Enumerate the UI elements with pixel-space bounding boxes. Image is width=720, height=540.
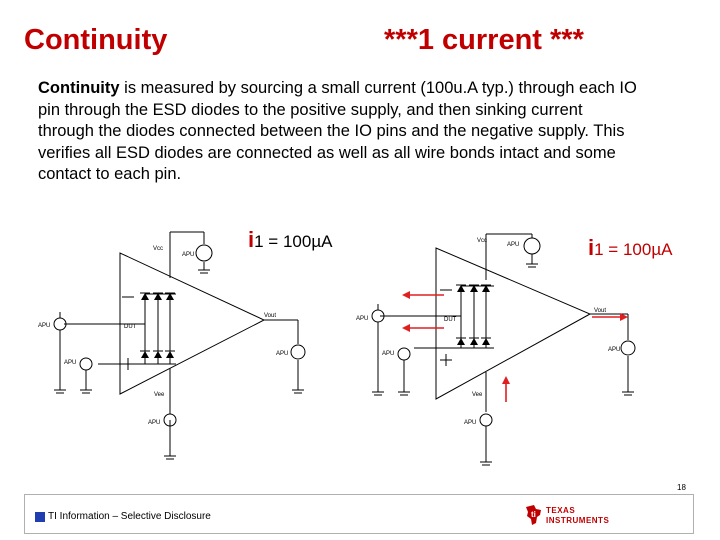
left-apu-in2-symbol bbox=[80, 358, 92, 370]
disclosure-square-icon bbox=[35, 512, 45, 522]
right-vout-label: Vout bbox=[594, 308, 607, 314]
left-schematic bbox=[36, 218, 336, 474]
right-vcc-label: Vcc bbox=[477, 238, 488, 244]
left-apu-bottom-label: APU bbox=[148, 420, 161, 426]
right-dut-label: DUT bbox=[444, 317, 457, 323]
slide-title: Continuity bbox=[24, 24, 168, 56]
left-current-value: 1 = 100µA bbox=[254, 232, 333, 251]
right-apu-in2-label: APU bbox=[382, 351, 395, 357]
right-apu-bottom-label: APU bbox=[464, 420, 477, 426]
right-current-value: 1 = 100µA bbox=[594, 240, 673, 259]
right-current-symbol: i bbox=[588, 235, 595, 260]
ti-logo-line1: TEXAS bbox=[546, 506, 576, 515]
right-apu-in1-label: APU bbox=[356, 316, 369, 322]
left-apu-top-symbol bbox=[196, 245, 212, 261]
ti-logo-line2: INSTRUMENTS bbox=[546, 516, 610, 525]
right-schematic bbox=[352, 224, 652, 474]
left-apu-out-symbol bbox=[291, 345, 305, 359]
right-apu-out-label: APU bbox=[608, 347, 621, 353]
ti-logo-icon bbox=[524, 504, 544, 526]
right-apu-top-symbol bbox=[524, 238, 540, 254]
slide-subtitle: ***1 current *** bbox=[384, 24, 584, 56]
right-opamp-body bbox=[436, 248, 590, 399]
left-apu-out-label: APU bbox=[276, 351, 289, 357]
left-vout-label: Vout bbox=[264, 313, 277, 319]
ti-logo-wordmark bbox=[546, 506, 609, 526]
left-current-symbol: i bbox=[248, 227, 255, 252]
svg-text:ti: ti bbox=[531, 510, 536, 519]
right-vee-label: Vee bbox=[472, 392, 483, 398]
page-number: 18 bbox=[677, 483, 686, 492]
right-apu-in2-symbol bbox=[398, 348, 410, 360]
body-lead: Continuity bbox=[38, 79, 120, 97]
body-text: is measured by sourcing a small current (100u.A typ.) through each IO pin through the ESD diodes to the positive supply, and then sinking current through the diodes connected between the IO pins and the negative supply. This verifies all ESD diodes are connected as well as all wire bonds intact and some contact to each pin. bbox=[38, 79, 637, 183]
right-apu-out-symbol bbox=[621, 341, 635, 355]
left-apu-in1-label: APU bbox=[38, 323, 51, 329]
body-paragraph bbox=[38, 78, 638, 186]
left-vcc-label: Vcc bbox=[153, 246, 164, 252]
right-apu-bottom-symbol bbox=[480, 414, 492, 426]
left-vee-label: Vee bbox=[154, 392, 165, 398]
footer-disclosure: TI Information – Selective Disclosure bbox=[48, 511, 211, 522]
left-apu-top-label: APU bbox=[182, 252, 195, 258]
left-apu-in2-label: APU bbox=[64, 360, 77, 366]
right-apu-top-label: APU bbox=[507, 242, 520, 248]
left-dut-label: DUT bbox=[124, 324, 137, 330]
